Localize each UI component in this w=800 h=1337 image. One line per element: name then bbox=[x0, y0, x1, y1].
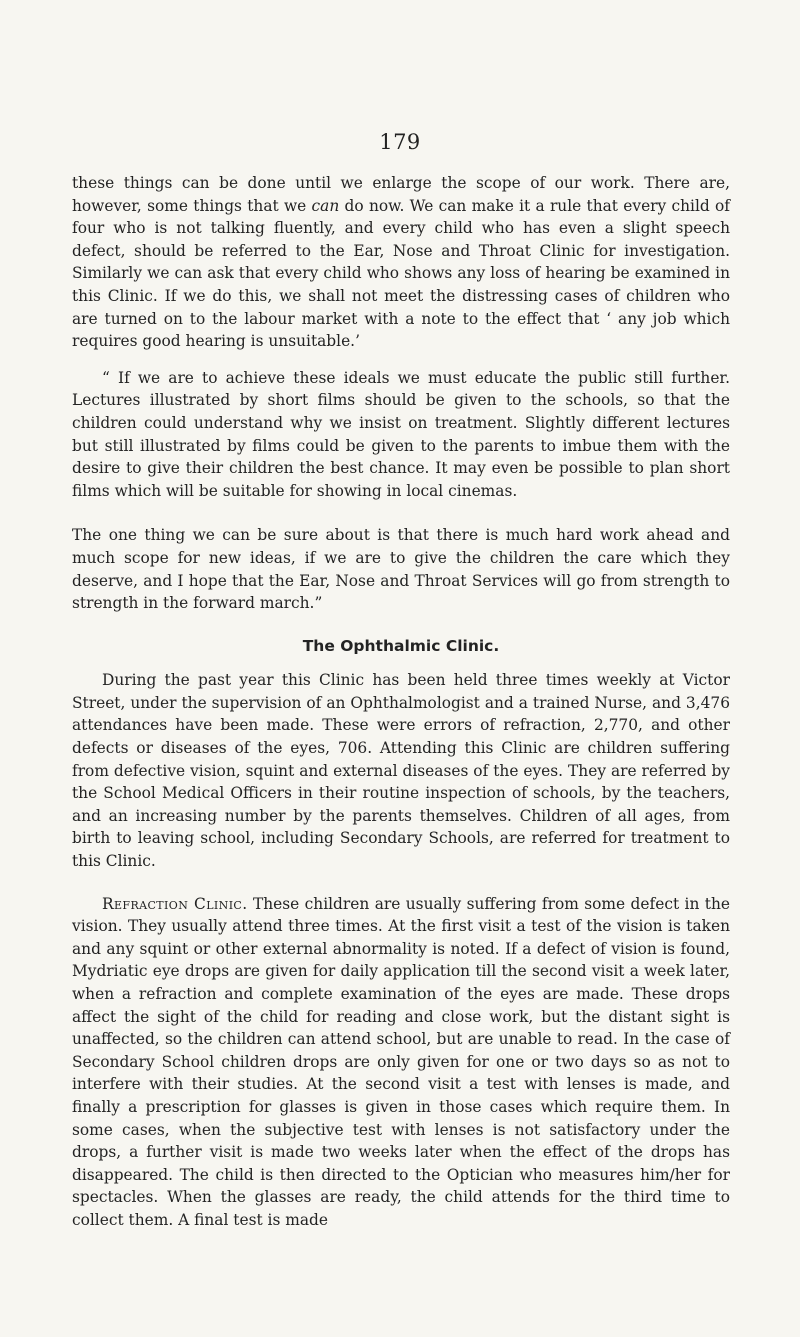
paragraph-ophthalmic-clinic: During the past year this Clinic has been held three times weekly at Victor Street, under the supervision of an Ophthalmologist and a trained Nurse, and 3,476 attendances have been made. These were errors of refraction, 2,770, and other defects or diseases of the eyes, 706. Attending this Clinic are children suffering from defective vision, squint and external diseases of the eyes. They are referred by the School Medical Officers in their routine inspection of schools, by the teachers, and an increasing number by the parents themselves. Children of all ages, from birth to leaving school, including Secondary Schools, are referred for treatment to this Clinic. bbox=[72, 671, 730, 871]
paragraph-hard-work: The one thing we can be sure about is that there is much hard work ahead and much scope for new ideas, if we are to give the children the care which they deserve, and I hope that the Ear, Nose and Throat Services will go from strength to strength in the forward march.” bbox=[72, 526, 730, 613]
paragraph-text: these things can be done until we enlarge the scope of our work. There are, however, some things that we bbox=[72, 174, 730, 215]
paragraph-refraction-clinic bbox=[72, 893, 730, 1232]
paragraph-continuation bbox=[72, 172, 730, 353]
paragraph-lectures: “ If we are to achieve these ideals we must educate the public still further. Lectures illustrated by short films should be given to the schools, so that the children could understand why we insist on treatment. Slightly different lectures but still illustrated by films could be given to the parents to imbue them with the desire to give their children the best chance. It may even be possible to plan short films which will be suitable for showing in local cinemas. bbox=[72, 368, 730, 500]
paragraph-text: do now. We can make it a rule that every child of four who is not talking fluently, and every child who has even a slight speech defect, should be referred to the Ear, Nose and Throat Clinic for investigation. Similarly we can ask that every child who shows any loss of hearing be examined in this Clinic. If we do this, we shall not meet the distressing cases of children who are turned on to the labour market with a note to the effect that ‘ any job which requires good hearing is unsuitable.’ bbox=[72, 196, 730, 351]
body-text bbox=[72, 172, 730, 1232]
section-heading: The Ophthalmic Clinic. bbox=[302, 636, 500, 655]
paragraph-text: These children are usually suffering from some defect in the vision. They usually attend three times. At the first visit a test of the vision is taken and any squint or other external abnormality is noted. If a defect of vision is found, Mydriatic eye drops are given for daily application till the second visit a week later, when a refraction and complete examination of the eyes are made. These drops affect the sight of the child for reading and close work, but the distant sight is unaffected, so the children can attend school, but are unable to read. In the case of Secondary School children drops are only given for one or two days so as not to interfere with their studies. At the second visit a test with lenses is made, and finally a prescription for glasses is given in those cases which require them. In some cases, when the subjective test with lenses is not satisfactory under the drops, a further visit is made two weeks later when the effect of the drops has disappeared. The child is then directed to the Optician who measures him/her for spectacles. When the glasses are ready, the child attends for the third time to collect them. A final test is made bbox=[72, 894, 731, 1229]
page-number: 179 bbox=[379, 130, 421, 154]
run-in-heading: Refraction Clinic. bbox=[102, 894, 248, 913]
emphasis-can: can bbox=[311, 196, 340, 215]
